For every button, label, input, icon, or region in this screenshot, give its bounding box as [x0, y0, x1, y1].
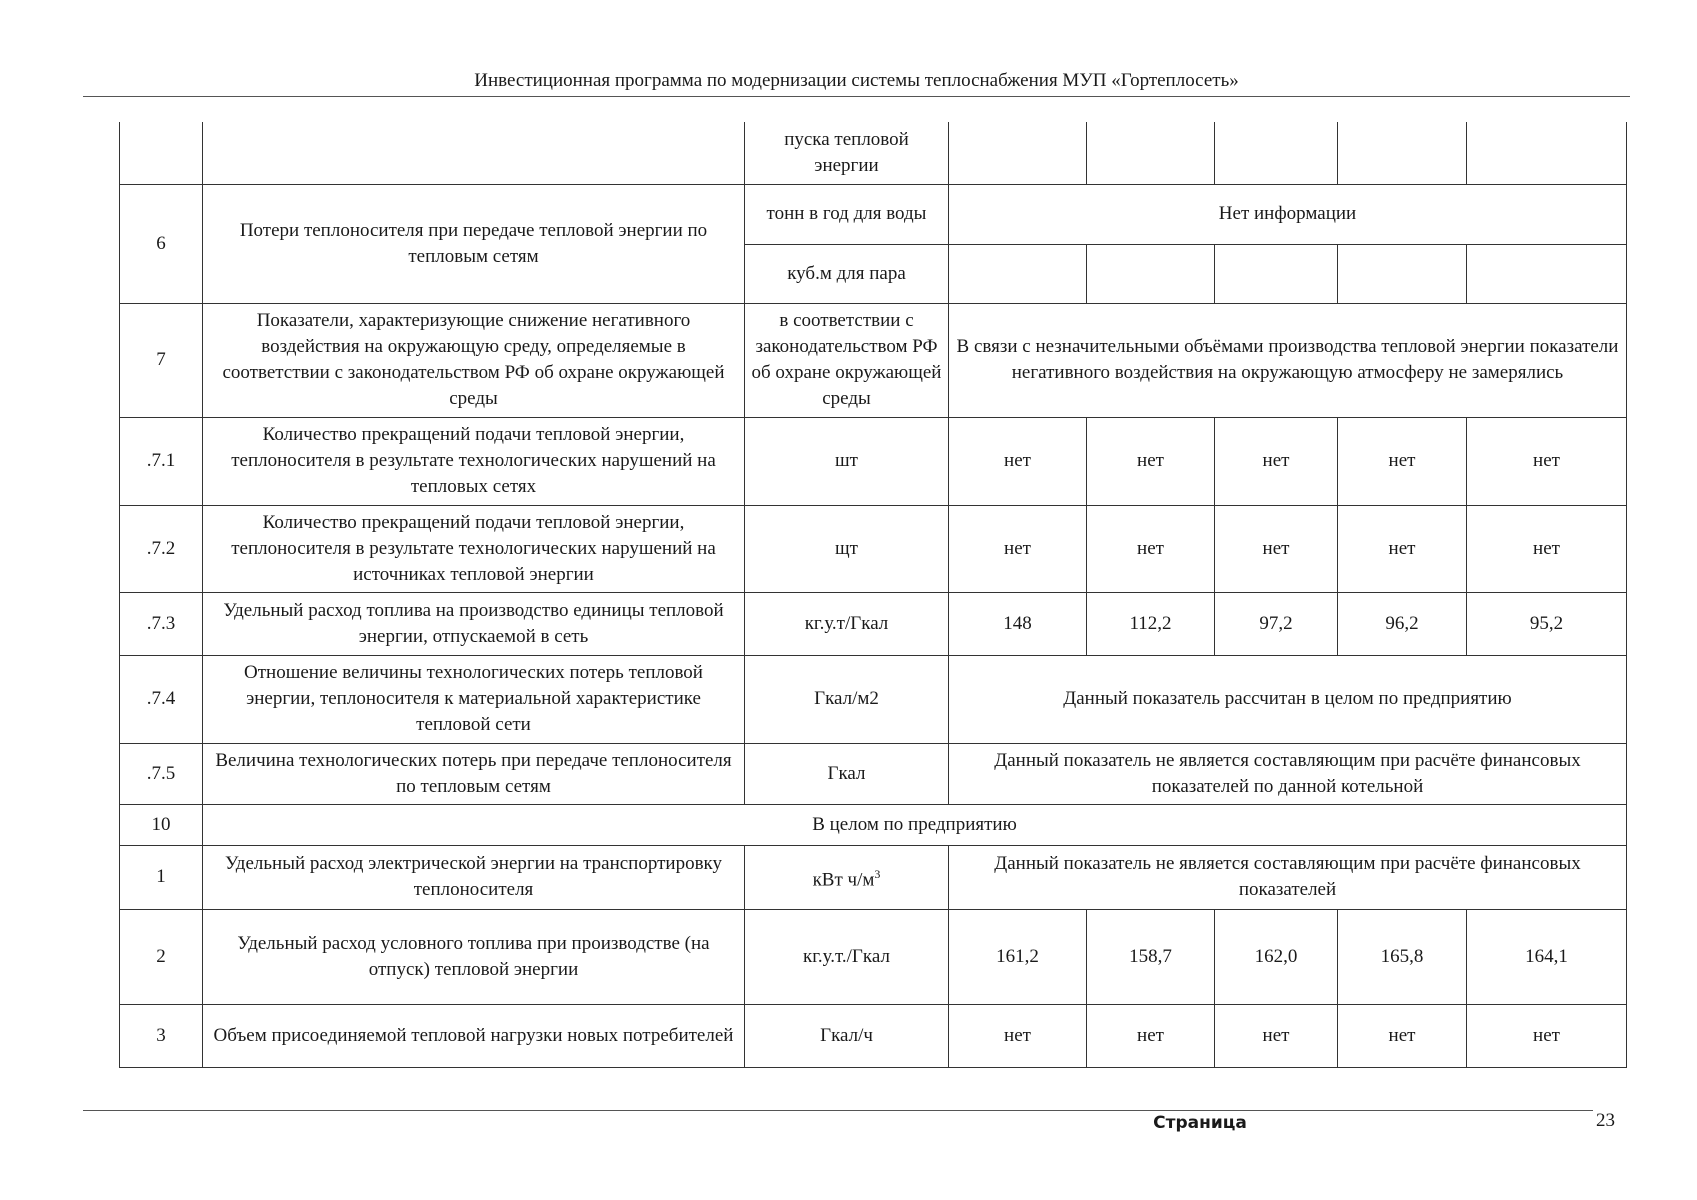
cell-value: 96,2 — [1338, 592, 1467, 655]
cell-num: 3 — [120, 1004, 203, 1067]
header-title: Инвестиционная программа по модернизации системы теплоснабжения МУП «Гортеплосеть» — [474, 70, 1239, 91]
table-row — [120, 743, 1627, 804]
cell-unit: шт — [745, 417, 949, 505]
cell-unit: Гкал/м2 — [745, 655, 949, 743]
cell-value — [1215, 244, 1338, 303]
cell-value: 158,7 — [1087, 909, 1215, 1004]
cell-value — [1338, 122, 1467, 184]
cell-value — [949, 122, 1087, 184]
cell-name — [203, 122, 745, 184]
cell-unit: Гкал/ч — [745, 1004, 949, 1067]
unit-text: кВт ч/м — [812, 869, 875, 891]
cell-unit: Гкал — [745, 743, 949, 804]
cell-value: нет — [1087, 417, 1215, 505]
cell-value: нет — [1467, 1004, 1627, 1067]
cell-name: Потери теплоносителя при передаче тепловой энергии по тепловым сетям — [203, 184, 745, 303]
cell-value: 165,8 — [1338, 909, 1467, 1004]
table-row — [120, 505, 1627, 592]
cell-value: нет — [1087, 1004, 1215, 1067]
cell-name: Удельный расход электрической энергии на транспортировку теплоносителя — [203, 845, 745, 909]
cell-value — [1467, 244, 1627, 303]
cell-value: нет — [1338, 1004, 1467, 1067]
cell-num: 6 — [120, 184, 203, 303]
cell-num: 7 — [120, 303, 203, 417]
cell-value: 164,1 — [1467, 909, 1627, 1004]
cell-value: 112,2 — [1087, 592, 1215, 655]
cell-num: 1 — [120, 845, 203, 909]
cell-num: 2 — [120, 909, 203, 1004]
table-row — [120, 909, 1627, 1004]
cell-value: 97,2 — [1215, 592, 1338, 655]
table-row — [120, 184, 1627, 244]
cell-value: нет — [1215, 1004, 1338, 1067]
cell-value — [1215, 122, 1338, 184]
cell-name: Показатели, характеризующие снижение негативного воздействия на окружающую среду, определяемые в соответствии с законодательством РФ об охране окружающей среды — [203, 303, 745, 417]
cell-unit: в соответствии с законодательством РФ об охране окружающей среды — [745, 303, 949, 417]
cell-num: .7.4 — [120, 655, 203, 743]
cell-value — [1087, 244, 1215, 303]
cell-name: Количество прекращений подачи тепловой энергии, теплоносителя в результате технологических нарушений на тепловых сетях — [203, 417, 745, 505]
cell-value: нет — [949, 417, 1087, 505]
page-number: 23 — [1596, 1110, 1615, 1131]
cell-value — [1087, 122, 1215, 184]
cell-value: 148 — [949, 592, 1087, 655]
cell-unit: тонн в год для воды — [745, 184, 949, 244]
table-row — [120, 122, 1627, 184]
cell-value: 161,2 — [949, 909, 1087, 1004]
footer-page-label: Страница — [1153, 1113, 1247, 1133]
cell-value-merged: Данный показатель рассчитан в целом по предприятию — [949, 655, 1627, 743]
cell-value-merged: Данный показатель не является составляющим при расчёте финансовых показателей по данной котельной — [949, 743, 1627, 804]
header-rule — [83, 96, 1630, 97]
table-section-row — [120, 804, 1627, 845]
cell-num — [120, 122, 203, 184]
cell-unit: щт — [745, 505, 949, 592]
cell-name: Удельный расход условного топлива при производстве (на отпуск) тепловой энергии — [203, 909, 745, 1004]
cell-num: .7.1 — [120, 417, 203, 505]
cell-value: 162,0 — [1215, 909, 1338, 1004]
table-row — [120, 592, 1627, 655]
cell-value — [949, 244, 1087, 303]
table-row — [120, 417, 1627, 505]
cell-name: Количество прекращений подачи тепловой энергии, теплоносителя в результате технологических нарушений на источниках тепловой энергии — [203, 505, 745, 592]
table-row — [120, 303, 1627, 417]
cell-value: 95,2 — [1467, 592, 1627, 655]
cell-value: нет — [1215, 505, 1338, 592]
cell-value — [1467, 122, 1627, 184]
cell-num: .7.3 — [120, 592, 203, 655]
cell-value: нет — [949, 1004, 1087, 1067]
cell-unit — [745, 845, 949, 909]
cell-num: 10 — [120, 804, 203, 845]
cell-value: нет — [1338, 417, 1467, 505]
cell-value: нет — [1215, 417, 1338, 505]
table-row — [120, 655, 1627, 743]
cell-name: Удельный расход топлива на производство единицы тепловой энергии, отпускаемой в сеть — [203, 592, 745, 655]
cell-unit: кг.у.т./Гкал — [745, 909, 949, 1004]
table-row — [120, 1004, 1627, 1067]
cell-unit: кг.у.т/Гкал — [745, 592, 949, 655]
cell-unit: пуска тепловой энергии — [745, 122, 949, 184]
cell-value: нет — [1467, 505, 1627, 592]
cell-num: .7.5 — [120, 743, 203, 804]
cell-unit: куб.м для пара — [745, 244, 949, 303]
unit-superscript: 3 — [874, 866, 881, 881]
cell-name: Объем присоединяемой тепловой нагрузки новых потребителей — [203, 1004, 745, 1067]
cell-value-merged: В связи с незначительными объёмами производства тепловой энергии показатели негативного воздействия на окружающую атмосферу не замерялись — [949, 303, 1627, 417]
footer-rule — [83, 1110, 1593, 1111]
indicators-table — [119, 122, 1627, 1068]
cell-name: Отношение величины технологических потерь тепловой энергии, теплоносителя к материальной характеристике тепловой сети — [203, 655, 745, 743]
cell-value: нет — [1467, 417, 1627, 505]
cell-value — [1338, 244, 1467, 303]
section-title: В целом по предприятию — [203, 804, 1627, 845]
cell-num: .7.2 — [120, 505, 203, 592]
cell-value-merged: Данный показатель не является составляющим при расчёте финансовых показателей — [949, 845, 1627, 909]
table-row — [120, 845, 1627, 909]
cell-value: нет — [1087, 505, 1215, 592]
cell-name: Величина технологических потерь при передаче теплоносителя по тепловым сетям — [203, 743, 745, 804]
cell-value-merged: Нет информации — [949, 184, 1627, 244]
cell-value: нет — [1338, 505, 1467, 592]
cell-value: нет — [949, 505, 1087, 592]
